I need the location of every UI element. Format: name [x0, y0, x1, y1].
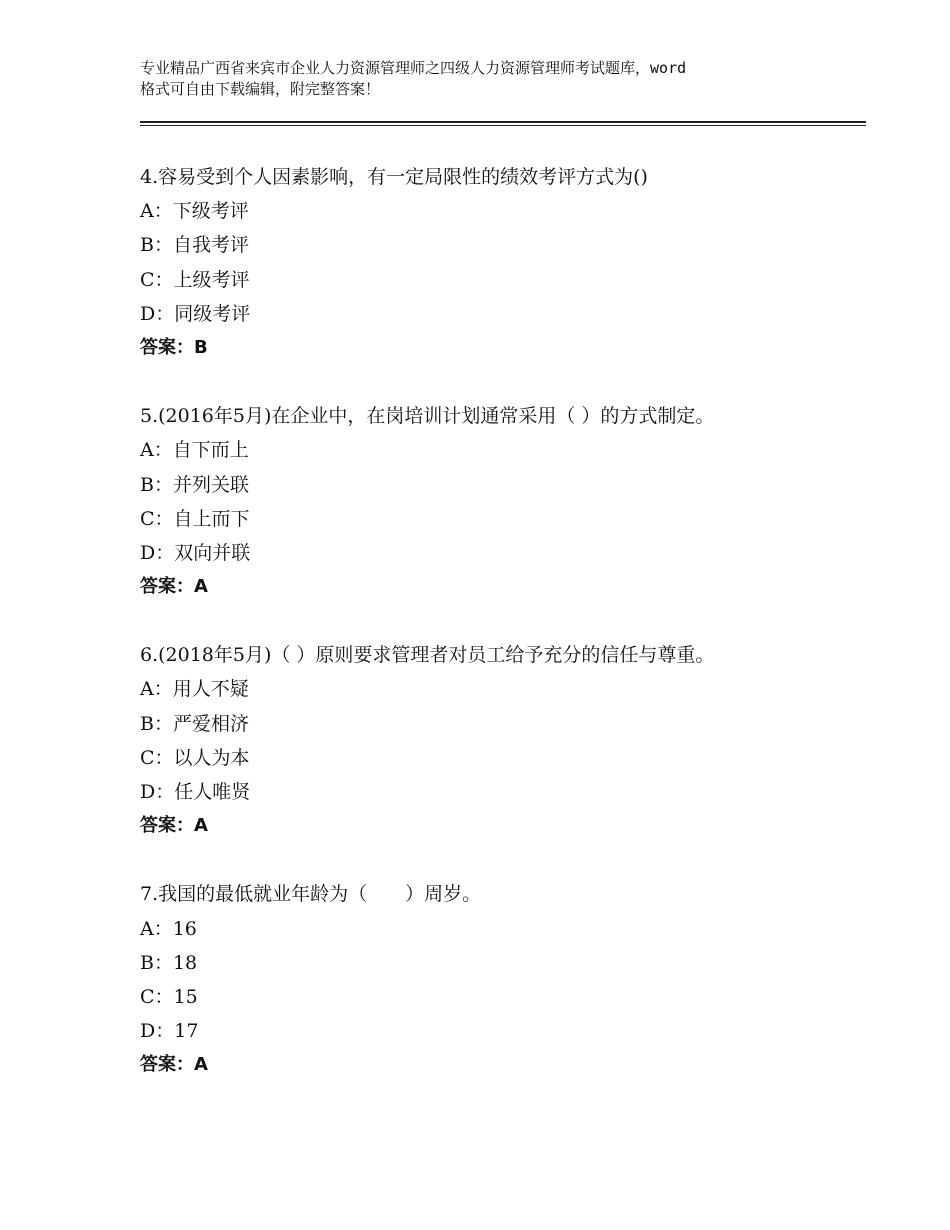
option-a: A：16 [140, 917, 197, 940]
option-a: A：用人不疑 [140, 678, 249, 701]
question-6 [140, 638, 860, 843]
option-c: C：自上而下 [140, 507, 250, 530]
header-divider-thick [140, 121, 866, 123]
question-stem: 4.容易受到个人因素影响，有一定局限性的绩效考评方式为() [140, 166, 648, 188]
question-stem: 7.我国的最低就业年龄为（ ）周岁。 [140, 883, 482, 906]
question-4 [140, 160, 860, 365]
option-b: B：严爱相济 [140, 712, 249, 735]
option-d: D：17 [140, 1020, 199, 1043]
answer: 答案：B [140, 336, 208, 358]
option-a: A：自下而上 [140, 439, 249, 462]
option-d: D：双向并联 [140, 541, 251, 564]
option-c: C：15 [140, 985, 198, 1008]
option-c: C：上级考评 [140, 268, 250, 291]
question-5 [140, 399, 860, 604]
answer: 答案：A [140, 1054, 208, 1076]
question-stem: 6.(2018年5月)（ ）原则要求管理者对员工给予充分的信任与尊重。 [140, 644, 715, 667]
option-d: D：同级考评 [140, 302, 251, 325]
option-d: D：任人唯贤 [140, 781, 251, 803]
option-b: B：并列关联 [140, 473, 249, 496]
question-7 [140, 877, 860, 1082]
header-divider-thin [140, 125, 866, 126]
option-a: A：下级考评 [140, 200, 249, 223]
header-line-1: 专业精品广西省来宾市企业人力资源管理师之四级人力资源管理师考试题库，word [140, 59, 687, 77]
answer: 答案：A [140, 815, 208, 837]
document-header [140, 58, 830, 100]
answer: 答案：A [140, 576, 208, 598]
option-b: B：18 [140, 951, 198, 974]
option-b: B：自我考评 [140, 234, 249, 257]
question-list [140, 160, 860, 1117]
option-c: C：以人为本 [140, 746, 250, 769]
question-stem: 5.(2016年5月)在企业中，在岗培训计划通常采用（ ）的方式制定。 [140, 405, 715, 428]
header-line-2: 格式可自由下载编辑，附完整答案！ [140, 80, 381, 98]
